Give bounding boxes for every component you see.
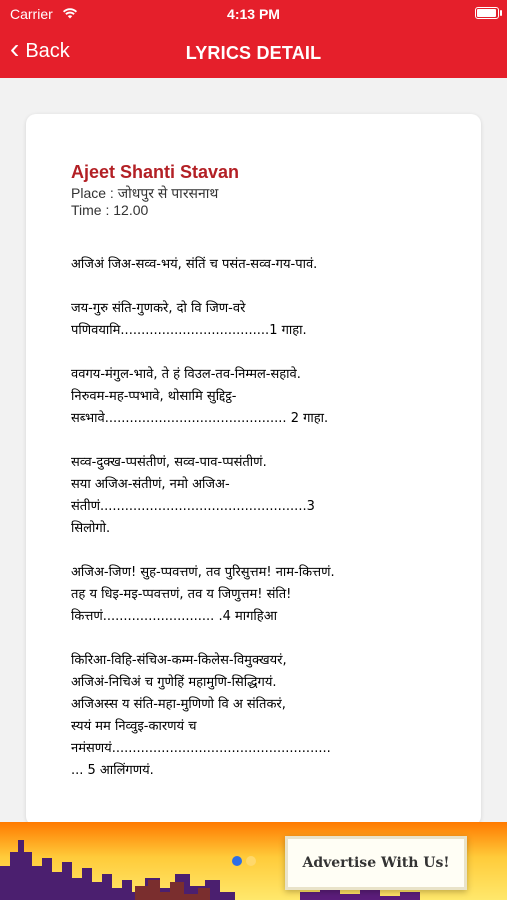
place-line: Place : जोधपुर से पारसनाथ [71,185,219,201]
carousel-dot-inactive[interactable] [246,856,256,866]
lyric-line: नमंसणयं..................................................... [71,741,331,756]
lyric-line: सब्भावे............................................ 2 गाहा. [71,411,329,426]
chevron-left-icon: ‹ [10,33,20,64]
stanza-6 [71,650,441,782]
lyric-line: अजिअं-निचिअं च गुणेहिं महामुणि-सिद्धिगयं. [71,675,277,690]
lyric-line: किरिआ-विहि-संचिअ-कम्म-किलेस-विमुक्खयरं, [71,653,287,668]
lyric-line: निरुवम-मह-प्पभावे, थोसामि सुद्दिट्ठ- [71,389,237,404]
lyric-line: तह य धिइ-मइ-प्पवत्तणं, तव य जिणुत्तम! संति! [71,587,292,602]
lyric-line: संतीणं..................................................3 [71,499,315,514]
lyric-line: जय-गुरु संति-गुणकरे, दो वि जिण-वरे [71,301,246,316]
lyric-line: कित्तणं........................... .4 मागहिआ [71,609,277,624]
lyric-line: अजिअ-जिण! सुह-प्पवत्तणं, तव पुरिसुत्तम! नाम-कित्तणं. [71,565,335,580]
carrier-label: Carrier [10,6,53,22]
stanza-1 [71,254,441,276]
ad-billboard[interactable] [285,836,467,890]
status-bar [0,0,507,28]
back-label: Back [25,39,70,62]
stanza-4 [71,452,441,540]
status-time: 4:13 PM [227,6,280,22]
lyric-line: अजिअस्स य संति-महा-मुणिणो वि अ संतिकरं, [71,697,286,712]
song-title: Ajeet Shanti Stavan [71,162,240,182]
lyric-line: सिलोगो. [71,521,111,536]
lyric-line: पणिवयामि....................................1 गाहा. [71,323,307,338]
lyric-line: स्ययं मम निव्वुइ-कारणयं च [71,719,197,734]
lyrics-card [26,114,481,826]
stanza-5 [71,562,441,628]
lyric-line: ववगय-मंगुल-भावे, ते हं विउल-तव-निम्मल-सहावे. [71,367,301,382]
carousel-dot-active[interactable] [232,856,242,866]
lyric-line: अजिअं जिअ-सव्व-भयं, संतिं च पसंत-सव्व-गय-पावं. [71,257,318,272]
stanza-2 [71,298,441,342]
page-title: LYRICS DETAIL [185,43,322,63]
ad-text: Advertise With Us! [302,855,450,871]
lyric-line: सया अजिअ-संतीणं, नमो अजिअ- [71,477,230,492]
lyric-line: सव्व-दुक्ख-प्पसंतीणं, सव्व-पाव-प्पसंतीणं. [71,455,267,470]
battery-icon [475,7,499,19]
stanza-3 [71,364,441,430]
top-bar [0,0,507,78]
time-line: Time : 12.00 [71,202,149,218]
lyrics-body [71,254,441,804]
lyric-line: ... 5 आलिंगणयं. [71,763,154,778]
